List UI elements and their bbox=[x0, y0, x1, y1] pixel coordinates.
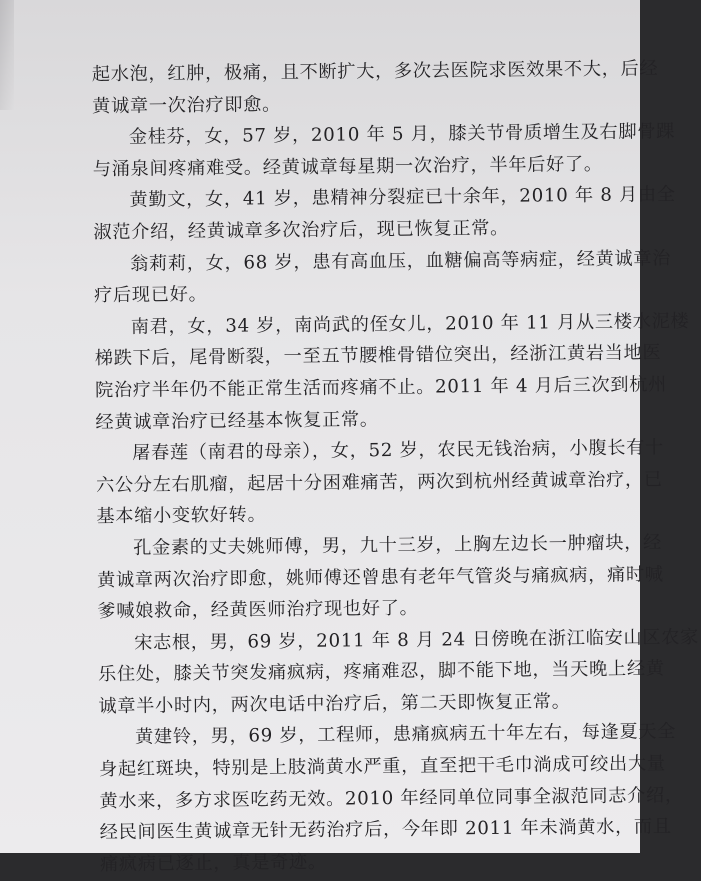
paragraph-7 bbox=[96, 527, 664, 627]
text-line: 痛疯病已逐止，真是奇迹。 bbox=[99, 851, 327, 875]
text-line: 宋志根，男，69 岁，2011 年 8 月 24 日傍晚在浙江临安山区农家 bbox=[134, 626, 700, 654]
text-line: 淑范介绍，经黄诚章多次治疗后，现已恢复正常。 bbox=[93, 217, 510, 244]
text-line: 身起红斑块，特别是上肢淌黄水严重，直至把干毛巾淌成可绞出大量 bbox=[98, 753, 666, 781]
paragraph-2 bbox=[92, 117, 676, 186]
text-line: 黄建铃，男，69 岁，工程师，患痛疯病五十年左右，每逢夏天全 bbox=[135, 721, 677, 749]
text-line: 金桂芬，女，57 岁，2010 年 5 月，膝关节骨质增生及右脚骨踝 bbox=[128, 121, 676, 148]
paragraph-4 bbox=[93, 243, 672, 312]
text-line: 爹喊娘救命，经黄医师治疗现也好了。 bbox=[97, 597, 419, 623]
paragraph-1 bbox=[91, 54, 659, 123]
text-line: 经民间医生黄诚章无针无药治疗后，今年即 2011 年未淌黄水，而且 bbox=[99, 816, 672, 844]
text-line: 翁莉莉，女，68 岁，患有高血压，血糖偏高等病症，经黄诚章治 bbox=[130, 247, 672, 275]
paragraph-9 bbox=[98, 717, 684, 881]
text-line: 乐住处，膝关节突发痛疯病，疼痛难忍，脚不能下地，当天晚上经黄 bbox=[97, 658, 665, 686]
text-line: 疗后现已好。 bbox=[93, 284, 208, 307]
text-line: 六公分左右肌瘤，起居十分困难痛苦，两次到杭州经黄诚章治疗，已 bbox=[95, 468, 663, 496]
text-line: 诚章半小时内，两次电话中治疗后，第二天即恢复正常。 bbox=[98, 691, 571, 717]
text-line: 黄诚章一次治疗即愈。 bbox=[92, 93, 282, 117]
paragraph-8 bbox=[97, 622, 700, 722]
text-line: 院治疗半年仍不能正常生活而疼痛不止。2011 年 4 月后三次到杭州 bbox=[94, 374, 668, 402]
paragraph-6 bbox=[95, 433, 665, 533]
text-line: 屠春莲（南君的母亲），女，52 岁，农民无钱治病，小腹长有十 bbox=[132, 437, 665, 464]
document-body bbox=[91, 54, 700, 881]
text-line: 黄诚章两次治疗即愈，姚师傅还曾患有老年气管炎与痛疯病，痛时喊 bbox=[96, 563, 664, 591]
paragraph-5 bbox=[94, 306, 690, 438]
text-line: 黄水来，多方求医吃药无效。2010 年经同单位同事全淑范同志介绍， bbox=[99, 784, 684, 812]
text-line: 黄勤文，女，41 岁，患精神分裂症已十余年，2010 年 8 月由全 bbox=[129, 184, 676, 212]
text-line: 孔金素的丈夫姚师傅，男，九十三岁，上胸左边长一肿瘤块，经 bbox=[133, 532, 663, 559]
text-line: 基本缩小变软好转。 bbox=[96, 504, 267, 528]
text-line: 梯跌下后，尾骨断裂，一至五节腰椎骨错位突出，经浙江黄岩当地医 bbox=[94, 342, 662, 370]
text-line: 与涌泉间疼痛难受。经黄诚章每星期一次治疗，半年后好了。 bbox=[92, 153, 603, 180]
paragraph-3 bbox=[93, 180, 676, 249]
text-line: 起水泡，红肿，极痛，且不断扩大，多次去医院求医效果不大，后经 bbox=[91, 58, 659, 86]
document-page bbox=[8, 0, 700, 875]
text-line: 经黄诚章治疗已经基本恢复正常。 bbox=[95, 408, 379, 433]
text-line: 南君，女，34 岁，南尚武的侄女儿，2010 年 11 月从三楼水泥楼 bbox=[130, 310, 690, 338]
